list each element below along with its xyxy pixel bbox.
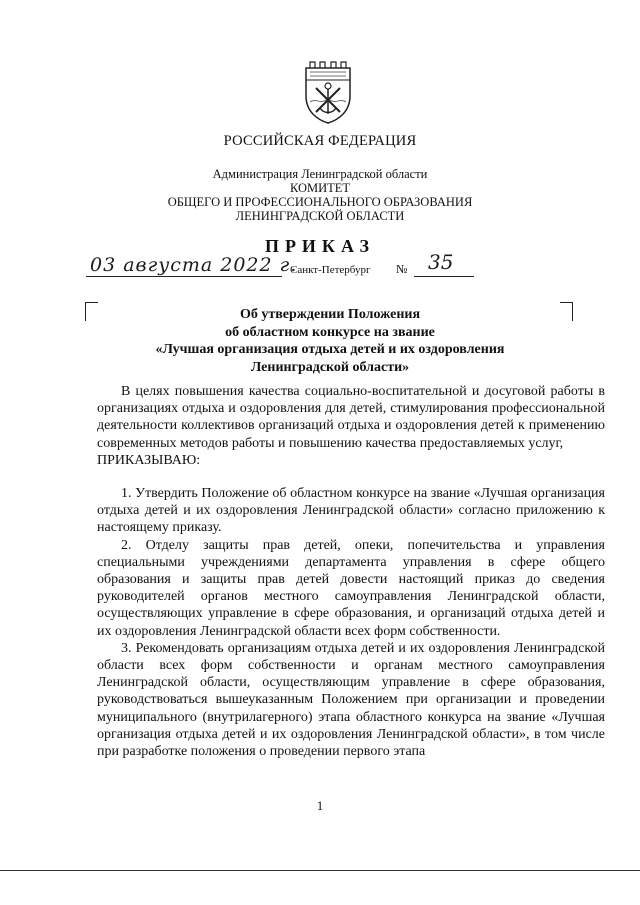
document-subject: [100, 306, 560, 376]
handwritten-date: 03 августа 2022 г.: [90, 254, 298, 276]
order-item-1: 1. Утвердить Положение об областном конкурсе на звание «Лучшая организация отдыха детей и их оздоровления Ленинградской области» согласно приложению к настоящему приказу.: [97, 486, 605, 536]
committee-line: ЛЕНИНГРАДСКОЙ ОБЛАСТИ: [235, 209, 405, 223]
order-item-2: 2. Отделу защиты прав детей, опеки, попечительства и управления специальными учреждениями департамента управления в сфере общего образования и защиты прав детей довести настоящий приказ до сведения руководителей органов местного самоуправления Ленинградской области, осуществляющих управление в сфере образования, и организаций отдыха детей и их оздоровления Ленинградской области всех форм собственности.: [97, 537, 605, 639]
preamble-paragraph: В целях повышения качества социально-воспитательной и досуговой работы в организациях отдыха и оздоровления для детей, стимулирования профессиональной деятельности коллективов организаций отдыха и оздоровления детей к применению современных методов работы и повышению качества предоставляемых услуг,: [97, 384, 605, 451]
committee-name: [0, 181, 640, 223]
subject-line: об областном конкурсе на звание: [225, 324, 435, 340]
handwritten-number: 35: [428, 250, 454, 274]
scan-edge-line: [0, 870, 640, 871]
order-item-3: 3. Рекомендовать организациям отдыха детей и их оздоровления Ленинградской области всех форм собственности и органам местного самоуправления Ленинградской области, осуществляющим управление в сфере образования, руководствоваться вышеуказанным Положением при организации и проведении муниципального (внутрилагерного) этапа областного конкурса на звание «Лучшая организация отдыха детей и их оздоровления Ленинградской области», в том числе при разработке положения о проведении первого этапа: [97, 640, 605, 760]
committee-line: КОМИТЕТ: [289, 181, 351, 195]
order-word: ПРИКАЗЫВАЮ:: [97, 452, 201, 468]
document-type: ПРИКАЗ: [264, 236, 376, 256]
document-body: [97, 383, 605, 760]
date-underline: [86, 276, 282, 277]
committee-line: ОБЩЕГО И ПРОФЕССИОНАЛЬНОГО ОБРАЗОВАНИЯ: [167, 195, 473, 209]
number-sign: №: [396, 262, 408, 276]
page-number: 1: [316, 798, 324, 813]
subject-line: Об утверждении Положения: [239, 307, 421, 322]
city: Санкт-Петербург: [290, 264, 371, 276]
administration-name: Администрация Ленинградской области: [212, 167, 428, 181]
subject-line: «Лучшая организация отдыха детей и их оздоровления: [155, 342, 505, 357]
country-name: РОССИЙСКАЯ ФЕДЕРАЦИЯ: [223, 133, 417, 149]
subject-line: Ленинградской области»: [250, 359, 410, 375]
number-underline: [414, 276, 474, 277]
coat-of-arms-icon: [302, 58, 354, 124]
subject-bracket-left: [85, 302, 98, 321]
subject-bracket-right: [560, 302, 573, 321]
